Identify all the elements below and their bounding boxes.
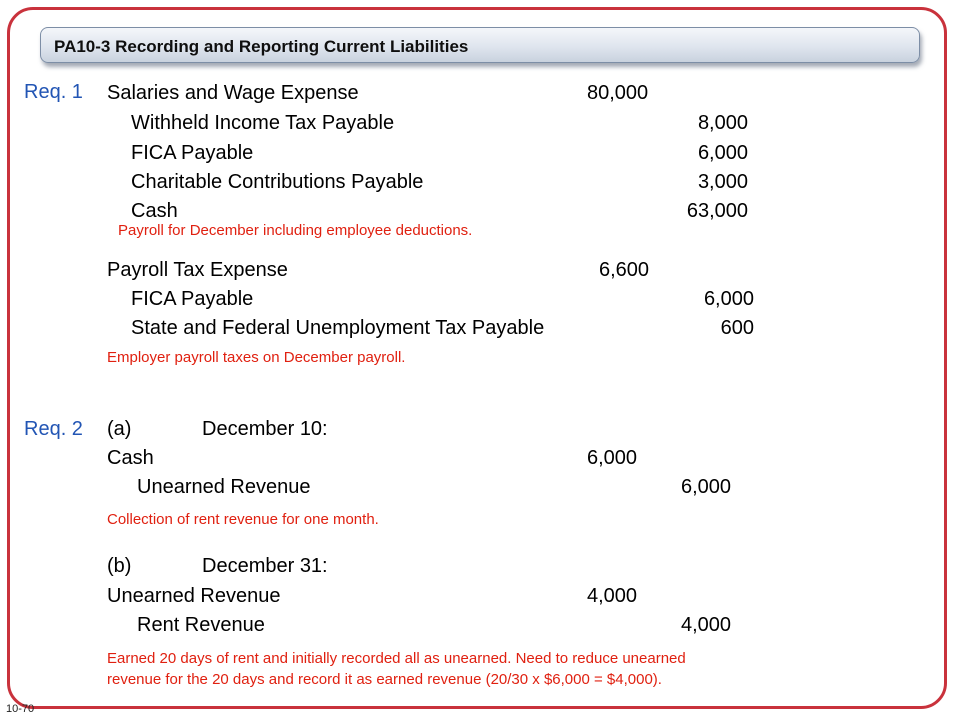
req2-label: Req. 2	[24, 418, 83, 440]
page-number: 10-70	[6, 703, 35, 715]
entry1-credit-amount: 3,000	[697, 171, 748, 193]
part-b-letter: (b)	[107, 555, 132, 577]
entry1-credit-account: FICA Payable	[131, 142, 254, 164]
part-b-memo-line1: Earned 20 days of rent and initially recorded all as unearned. Need to reduce unearned	[107, 650, 686, 667]
part-a-credit-amount: 6,000	[681, 476, 732, 498]
req1-label: Req. 1	[24, 81, 83, 103]
entry2-debit-amount: 6,600	[599, 259, 650, 281]
entry1-credit-account: Withheld Income Tax Payable	[131, 112, 395, 134]
entry2-credit-amount: 600	[720, 317, 754, 339]
entry2-credit-amount: 6,000	[703, 288, 754, 310]
slide-title: PA10-3 Recording and Reporting Current Liabilities	[54, 37, 469, 56]
entry2-debit-account: Payroll Tax Expense	[107, 259, 288, 281]
part-b-date: December 31:	[202, 555, 328, 577]
part-a-credit-account: Unearned Revenue	[137, 476, 311, 498]
part-b-credit-amount: 4,000	[681, 614, 732, 636]
part-a-memo: Collection of rent revenue for one month.	[107, 511, 379, 528]
part-a-date: December 10:	[202, 418, 328, 440]
entry1-credit-amount: 8,000	[697, 112, 748, 134]
entry1-credit-amount: 6,000	[697, 142, 748, 164]
entry1-credit-amount: 63,000	[686, 200, 748, 222]
entry2-credit-account: State and Federal Unemployment Tax Payable	[131, 317, 545, 339]
entry1-debit-account: Salaries and Wage Expense	[107, 82, 359, 104]
part-a-debit-amount: 6,000	[587, 447, 638, 469]
part-b-debit-amount: 4,000	[587, 585, 638, 607]
entry2-memo: Employer payroll taxes on December payroll.	[107, 349, 406, 366]
entry1-credit-account: Cash	[131, 200, 178, 222]
entry2-credit-account: FICA Payable	[131, 288, 254, 310]
part-a-debit-account: Cash	[107, 447, 154, 469]
part-b-debit-account: Unearned Revenue	[107, 585, 281, 607]
part-b-memo-line2: revenue for the 20 days and record it as earned revenue (20/30 x $6,000 = $4,000).	[107, 671, 662, 688]
entry1-credit-account: Charitable Contributions Payable	[131, 171, 424, 193]
entry1-debit-amount: 80,000	[587, 82, 649, 104]
part-b-credit-account: Rent Revenue	[137, 614, 265, 636]
part-a-letter: (a)	[107, 418, 132, 440]
entry1-memo: Payroll for December including employee deductions.	[118, 222, 473, 239]
title-bar	[40, 27, 920, 63]
